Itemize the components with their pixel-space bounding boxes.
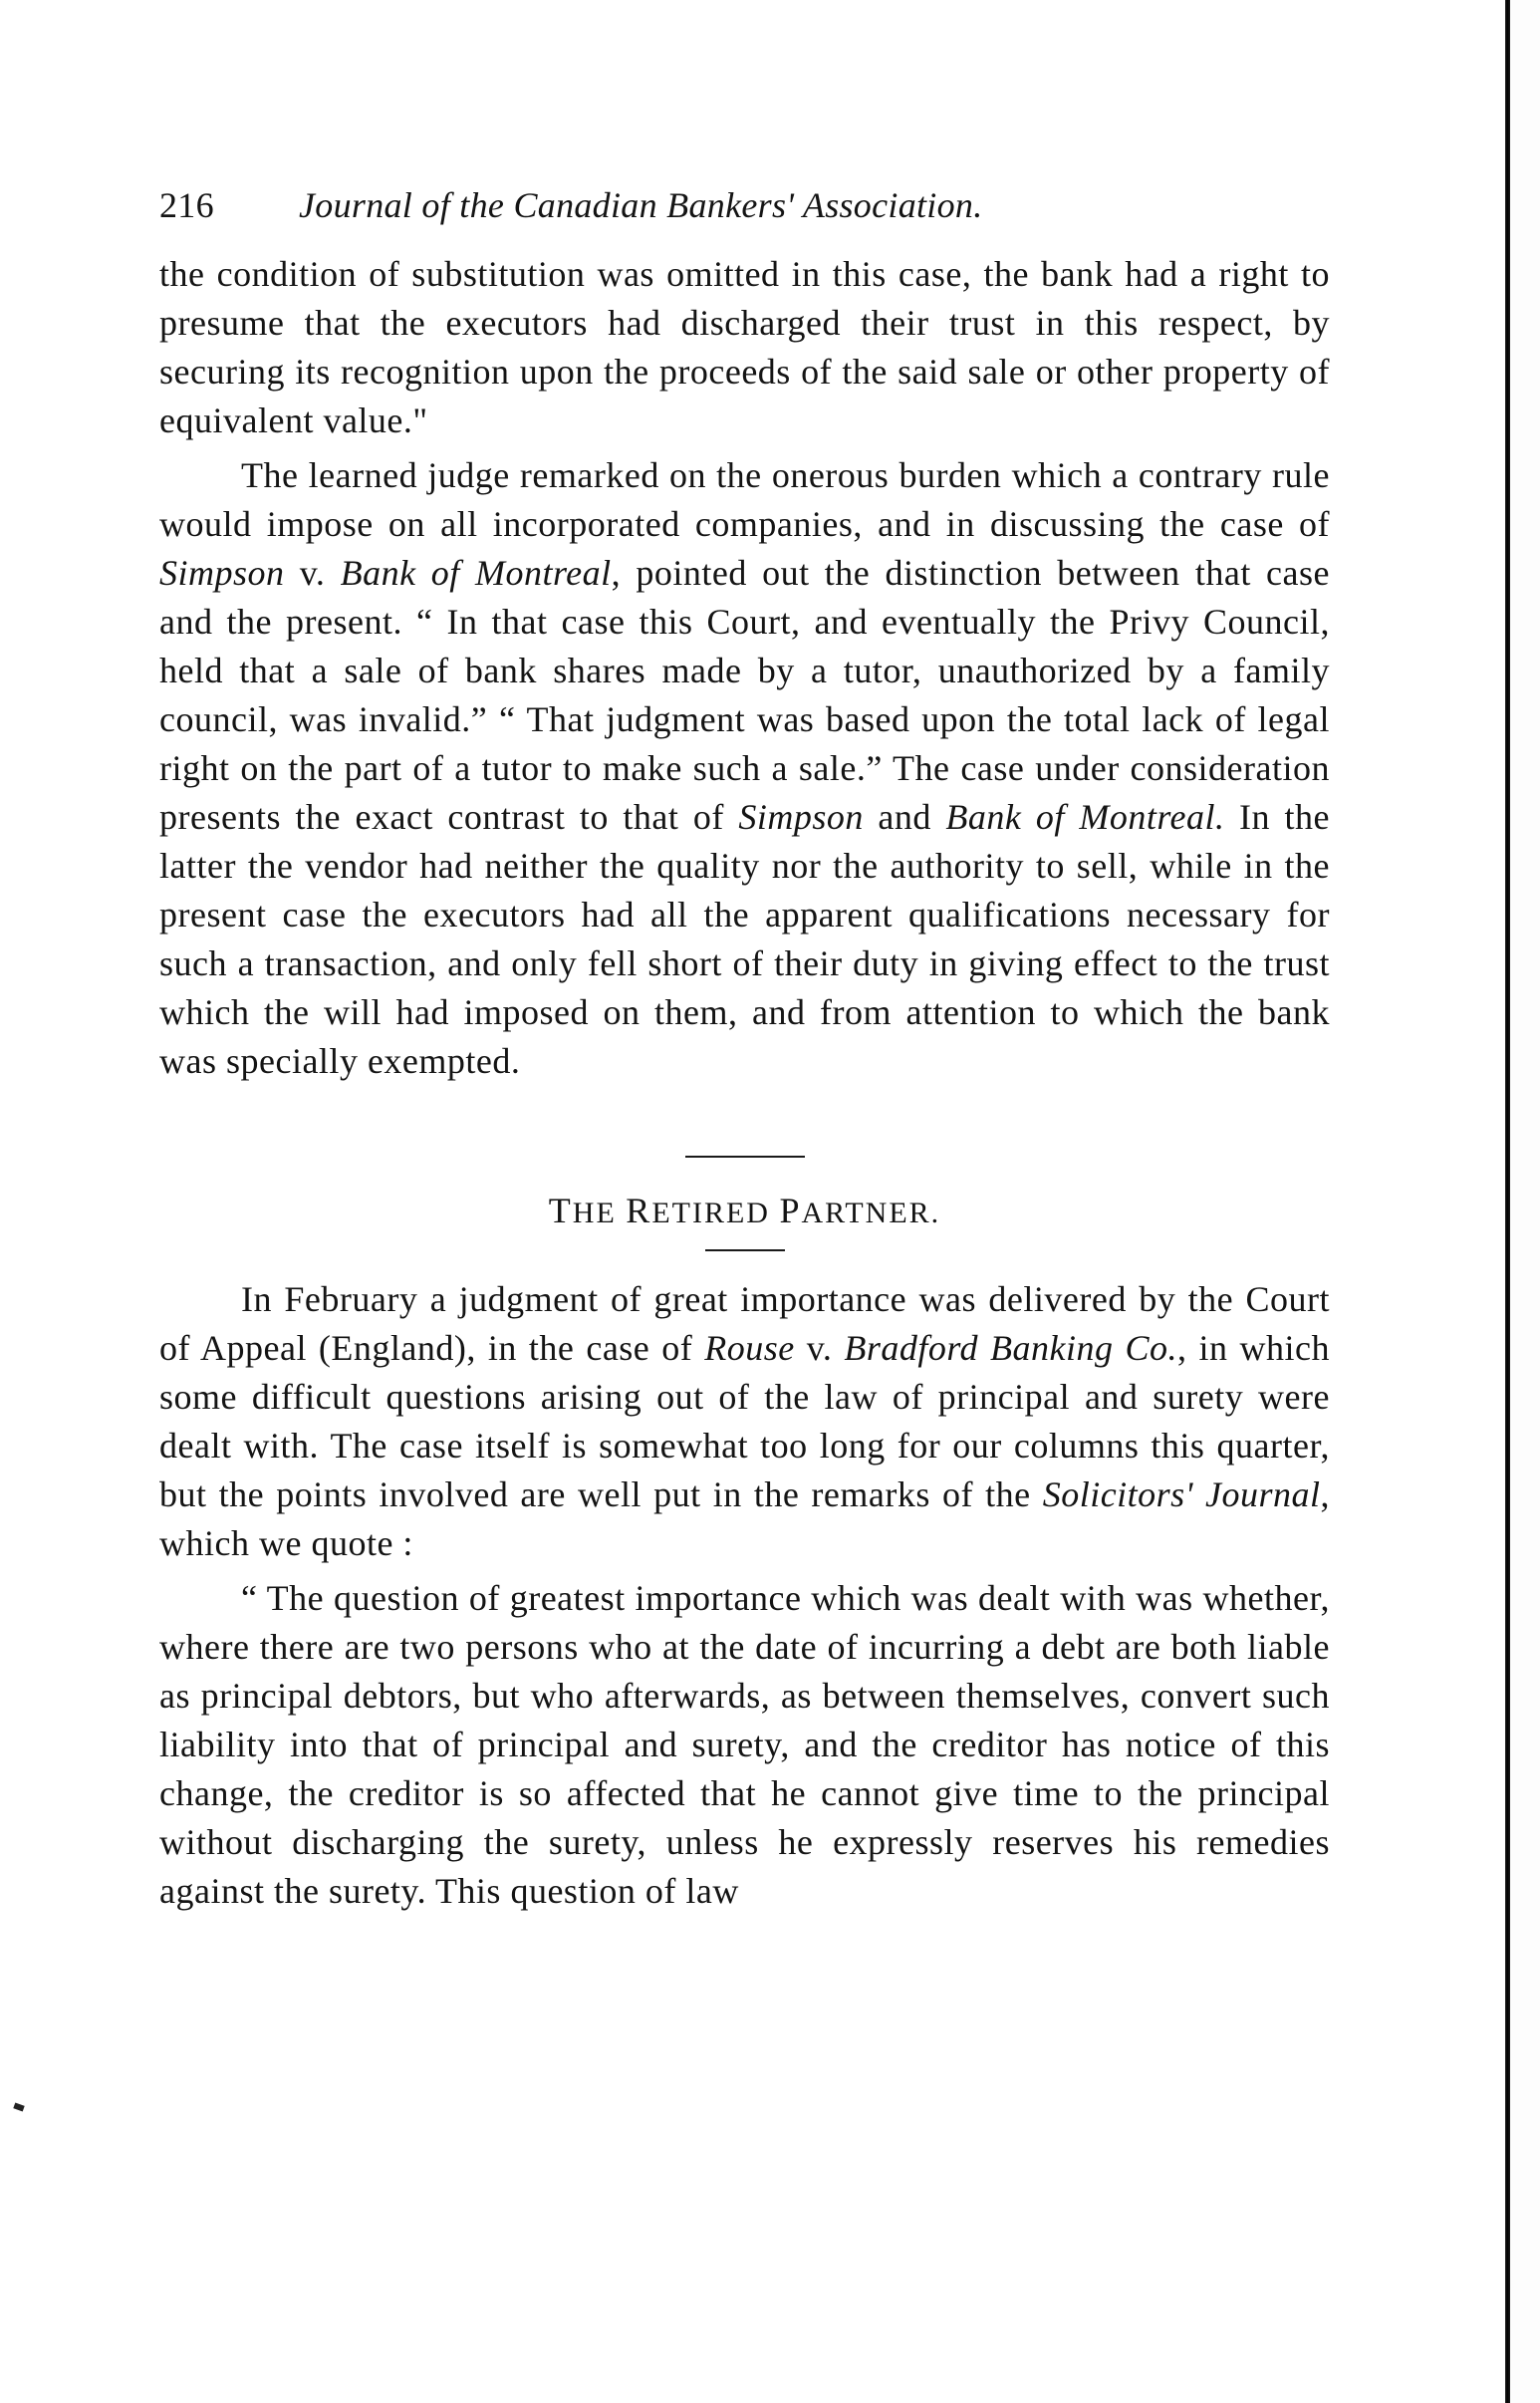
paragraph-learned-judge xyxy=(159,451,1330,1086)
heading-rest-1: HE xyxy=(572,1197,617,1229)
case-name-simpson-2: Simpson xyxy=(738,797,864,837)
heading-cap-1: T xyxy=(548,1191,573,1230)
source-solicitors-journal: Solicitors' Journal xyxy=(1042,1474,1321,1514)
para3-text-2: , in which some difficult questions arising out of the law of principal and surety were dealt with. The case itself is somewhat too long for our columns this quarter, but the points involved are well put in the remarks of the xyxy=(159,1328,1330,1514)
heading-cap-3: P xyxy=(779,1191,802,1230)
journal-title: Journal of the Canadian Bankers' Association. xyxy=(299,185,983,225)
paragraph-quote: “ The question of greatest importance which was dealt with was whether, where there are two persons who at the date of incurring a debt are both liable as principal debtors, but who afterwards, as between themselves, convert such liability into that of principal and surety, and the creditor has notice of this change, the creditor is so affected that he cannot give time to the principal without discharging the surety, unless he expressly reserves his remedies against the surety. This question of law xyxy=(159,1578,1330,1911)
case-name-bank-of-montreal-2: Bank of Montreal. xyxy=(945,797,1225,837)
page-edge-binding-line xyxy=(1505,0,1510,2403)
versus-text-2: v. xyxy=(794,1328,845,1368)
page-number: 216 xyxy=(159,185,214,225)
para3-text-1: In February a judgment of great importance was delivered by the Court of Appeal (England), in the case of xyxy=(159,1279,1330,1368)
heading-cap-2: R xyxy=(626,1191,652,1230)
stray-ink-mark xyxy=(13,2102,24,2111)
section-rule-bottom xyxy=(705,1249,785,1251)
case-name-rouse: Rouse xyxy=(704,1328,795,1368)
versus-text: v. xyxy=(284,553,341,593)
section-heading xyxy=(159,1190,1330,1231)
paragraph-february-judgment xyxy=(159,1275,1330,1568)
heading-rest-2: ETIRED xyxy=(651,1197,770,1229)
case-name-bradford: Bradford Banking Co. xyxy=(844,1328,1178,1368)
paragraph-continuation: the condition of substitution was omitted in this case, the bank had a right to presume that the executors had discharged their trust in this respect, by securing its recognition upon the proceeds of the said sale or other property of equivalent value." xyxy=(159,254,1330,440)
and-text: and xyxy=(863,797,946,837)
section-rule-top xyxy=(685,1156,805,1158)
running-head xyxy=(159,184,1330,226)
case-name-bank-of-montreal: Bank of Montreal xyxy=(340,553,612,593)
para2-text-1: The learned judge remarked on the onerous burden which a contrary rule would impose on all incorporated companies, and in discussing the case of xyxy=(159,455,1330,544)
book-page xyxy=(159,184,1330,1916)
case-name-simpson: Simpson xyxy=(159,553,285,593)
para2-text-3: In the latter the vendor had neither the quality nor the authority to sell, while in the present case the executors had all the apparent qualifications necessary for such a transaction, and only fell short of their duty in giving effect to the trust which the will had imposed on them, and from attention to which the bank was specially exempted. xyxy=(159,797,1330,1081)
heading-rest-3: ARTNER. xyxy=(801,1197,941,1229)
page-edge-margin xyxy=(1510,0,1540,2403)
para2-text-2: , pointed out the distinction between that case and the present. “ In that case this Court, and eventually the Privy Council, held that a sale of bank shares made by a tutor, unauthorized by a family council, was invalid.” “ That judgment was based upon the total lack of legal right on the part of a tutor to make such a sale.” The case under consideration presents the exact contrast to that of xyxy=(159,553,1330,837)
para3-text-3: , which we quote : xyxy=(159,1474,1330,1563)
